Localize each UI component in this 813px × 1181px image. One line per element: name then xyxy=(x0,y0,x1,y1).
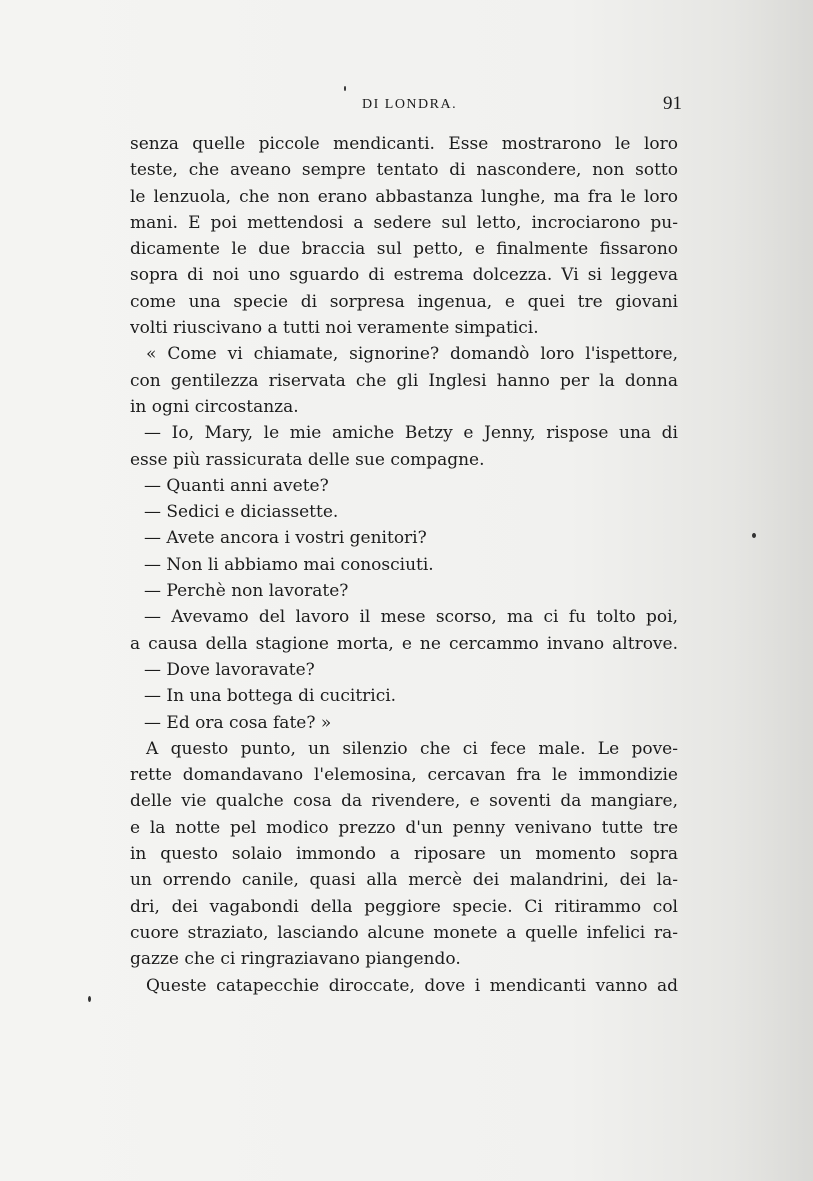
text-line: e la notte pel modico prezzo d'un penny venivano tutte tre xyxy=(130,817,678,838)
text-line: cuore straziato, lasciando alcune monete a quelle infelici ra- xyxy=(130,922,678,943)
text-line: senza quelle piccole mendicanti. Esse mostrarono le loro xyxy=(130,134,678,154)
text-line: — Io, Mary, le mie amiche Betzy e Jenny, rispose una di xyxy=(144,423,678,444)
text-line: sopra di noi uno sguardo di estrema dolcezza. Vi si leggeva xyxy=(130,265,678,286)
text-line: gazze che ci ringraziavano piangendo. xyxy=(130,949,461,970)
text-line: come una specie di sorpresa ingenua, e quei tre giovani xyxy=(130,291,678,312)
text-line: in questo solaio immondo a riposare un momento sopra xyxy=(130,844,678,865)
text-line: le lenzuola, che non erano abbastanza lunghe, ma fra le loro xyxy=(130,186,678,207)
text-line: — Dove lavoravate? xyxy=(144,659,315,680)
text-line: — Avevamo del lavoro il mese scorso, ma ci fu tolto poi, xyxy=(144,607,678,628)
running-head: DI LONDRA. xyxy=(362,97,458,112)
text-line: rette domandavano l'elemosina, cercavan fra le immondizie xyxy=(130,765,678,786)
text-line: mani. E poi mettendosi a sedere sul letto, incrociarono pu- xyxy=(130,212,678,233)
text-line: esse più rassicurata delle sue compagne. xyxy=(130,449,485,470)
text-line: a causa della stagione morta, e ne cercammo invano altrove. xyxy=(130,633,678,654)
text-line: dri, dei vagabondi della peggiore specie. Ci ritirammo col xyxy=(130,896,678,917)
text-line: teste, che aveano sempre tentato di nascondere, non sotto xyxy=(130,160,678,181)
text-line: un orrendo canile, quasi alla mercè dei malandrini, dei la- xyxy=(130,870,678,891)
text-line: dicamente le due braccia sul petto, e finalmente fissarono xyxy=(130,239,678,260)
text-line: — Avete ancora i vostri genitori? xyxy=(144,528,427,549)
text-line: delle vie qualche cosa da rivendere, e soventi da mangiare, xyxy=(130,791,678,812)
body-text xyxy=(130,131,678,999)
text-line: — Ed ora cosa fate? » xyxy=(144,712,332,733)
text-line: con gentilezza riservata che gli Inglesi hanno per la donna xyxy=(130,370,678,391)
text-line: « Come vi chiamate, signorine? domandò loro l'ispettore, xyxy=(146,344,678,365)
text-line: — Quanti anni avete? xyxy=(144,475,329,496)
text-line: — Perchè non lavorate? xyxy=(144,581,349,602)
text-line: — In una bottega di cucitrici. xyxy=(144,686,397,707)
text-line: A questo punto, un silenzio che ci fece male. Le pove- xyxy=(146,738,678,759)
page-header xyxy=(130,93,682,117)
text-line: — Non li abbiamo mai conosciuti. xyxy=(144,554,434,575)
text-line: volti riuscivano a tutti noi veramente simpatici. xyxy=(130,318,539,339)
text-line: — Sedici e diciassette. xyxy=(144,502,339,523)
page-number: 91 xyxy=(663,93,682,114)
ink-speck xyxy=(344,86,346,91)
text-line: in ogni circostanza. xyxy=(130,396,299,417)
text-line: Queste catapecchie diroccate, dove i mendicanti vanno ad xyxy=(146,975,678,996)
ink-speck xyxy=(752,533,756,538)
ink-speck xyxy=(88,996,91,1002)
